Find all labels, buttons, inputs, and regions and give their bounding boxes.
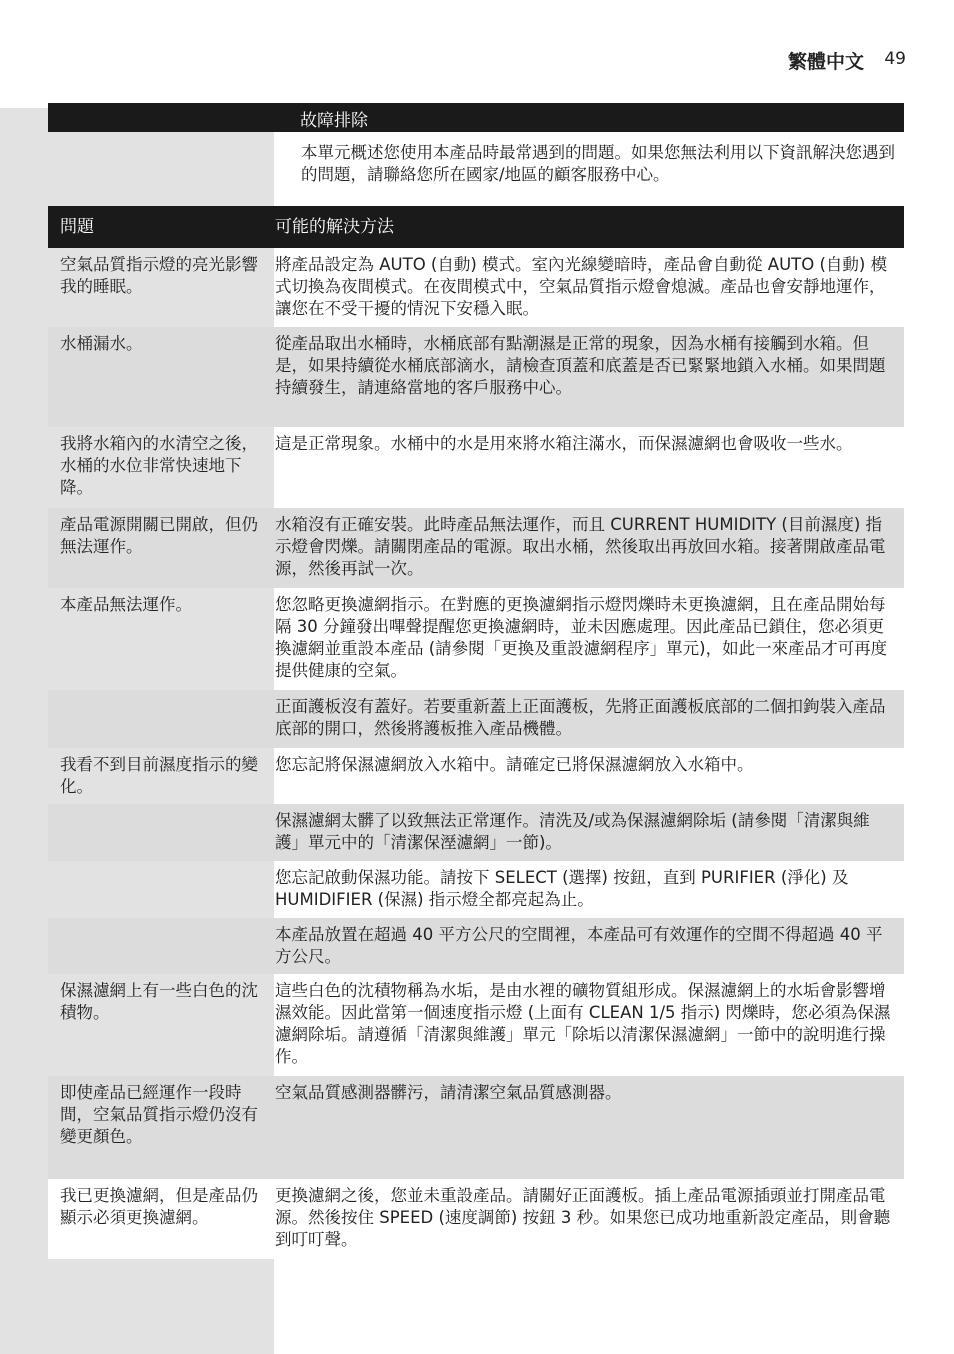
- table-row: [48, 690, 904, 748]
- table-row: [48, 248, 904, 327]
- problem-cell: 產品電源開關已開啟，但仍無法運作。: [60, 515, 258, 556]
- problem-cell: 保濕濾網上有一些白色的沈積物。: [60, 981, 258, 1022]
- table-row: [48, 748, 904, 804]
- header-solution: 可能的解決方法: [275, 217, 394, 237]
- solution-cell: 將產品設定為 AUTO (自動) 模式。室內光線變暗時，產品會自動從 AUTO (自動) 模式切換為夜間模式。在夜間模式中，空氣品質指示燈會熄滅。產品也會安靜地運作，讓您在不受干擾的情況下安穩入眠。: [275, 255, 888, 318]
- solution-cell: 這些白色的沈積物稱為水垢，是由水裡的礦物質組形成。保濕濾網上的水垢會影響增濕效能。因此當第一個速度指示燈 (上面有 CLEAN 1/5 指示) 閃爍時，您必須為保濕濾網除垢。請遵循「清潔與維護」單元「除垢以清潔保濕濾網」一節中的說明進行操作。: [275, 981, 891, 1066]
- problem-cell: 我看不到目前濕度指示的變化。: [60, 755, 258, 796]
- problem-cell: 我已更換濾網，但是產品仍顯示必須更換濾網。: [60, 1186, 258, 1227]
- solution-cell: 您忘記將保濕濾網放入水箱中。請確定已將保濕濾網放入水箱中。: [275, 755, 754, 774]
- solution-cell: 本產品放置在超過 40 平方公尺的空間裡，本產品可有效運作的空間不得超過 40 平方公尺。: [275, 925, 883, 966]
- solution-cell: 空氣品質感測器髒污，請清潔空氣品質感測器。: [275, 1083, 622, 1102]
- table-row: [48, 327, 904, 427]
- solution-cell: 您忽略更換濾網指示。在對應的更換濾網指示燈閃爍時未更換濾網，且在產品開始每隔 30 分鐘發出嗶聲提醒您更換濾網時，並未因應處理。因此產品已鎖住，您必須更換濾網並重設本產品 (請參閱「更換及重設濾網程序」單元)，如此一來產品才可再度提供健康的空氣。: [275, 595, 888, 680]
- table-row: [48, 1076, 904, 1179]
- section-header-bar: [48, 103, 904, 132]
- language-label: 繁體中文: [787, 51, 864, 73]
- problem-cell: 即使產品已經運作一段時間，空氣品質指示燈仍沒有變更顏色。: [60, 1083, 258, 1146]
- table-header: [48, 206, 904, 248]
- table-row: [48, 588, 904, 690]
- solution-cell: 這是正常現象。水桶中的水是用來將水箱注滿水，而保濕濾網也會吸收一些水。: [275, 434, 853, 453]
- solution-cell: 更換濾網之後，您並未重設產品。請關好正面護板。插上產品電源插頭並打開產品電源。然後按住 SPEED (速度調節) 按鈕 3 秒。如果您已成功地重新設定產品，則會聽到叮叮聲。: [275, 1186, 891, 1249]
- table-row: [48, 918, 904, 974]
- problem-cell: 本產品無法運作。: [60, 595, 192, 614]
- table-row: [48, 508, 904, 588]
- table-row: [48, 861, 904, 918]
- solution-cell: 水箱沒有正確安裝。此時產品無法運作，而且 CURRENT HUMIDITY (目前濕度) 指示燈會閃爍。請關閉產品的電源。取出水桶，然後取出再放回水箱。接著開啟產品電源，然後再試一次。: [275, 515, 886, 578]
- problem-cell: 我將水箱內的水清空之後，水桶的水位非常快速地下降。: [60, 434, 258, 497]
- table-row: [48, 427, 904, 508]
- solution-cell: 從產品取出水桶時，水桶底部有點潮濕是正常的現象，因為水桶有接觸到水箱。但是，如果持續從水桶底部滴水，請檢查頂蓋和底蓋是否已緊緊地鎖入水桶。如果問題持續發生，請連絡當地的客戶服務中心。: [275, 334, 886, 397]
- header-problem: 問題: [60, 217, 94, 237]
- solution-cell: 您忘記啟動保濕功能。請按下 SELECT (選擇) 按鈕，直到 PURIFIER (淨化) 及 HUMIDIFIER (保濕) 指示燈全都亮起為止。: [275, 868, 849, 909]
- table-row: [48, 974, 904, 1076]
- problem-cell: 空氣品質指示燈的亮光影響我的睡眠。: [60, 255, 258, 296]
- page-number: 49: [884, 49, 906, 69]
- troubleshooting-table: [48, 206, 904, 1259]
- section-title: 故障排除: [300, 111, 368, 131]
- solution-cell: 正面護板沒有蓋好。若要重新蓋上正面護板，先將正面護板底部的二個扣鉤裝入產品底部的開口，然後將護板推入產品機體。: [275, 697, 886, 738]
- table-row: [48, 804, 904, 861]
- section-intro: 本單元概述您使用本產品時最常遇到的問題。如果您無法利用以下資訊解決您遇到的問題，請聯絡您所在國家/地區的顧客服務中心。: [301, 143, 895, 184]
- problem-cell: 水桶漏水。: [60, 334, 143, 353]
- solution-cell: 保濕濾網太髒了以致無法正常運作。清洗及/或為保濕濾網除垢 (請參閱「清潔與維護」單元中的「清潔保溼濾網」一節)。: [275, 811, 870, 852]
- table-row: [48, 1179, 904, 1259]
